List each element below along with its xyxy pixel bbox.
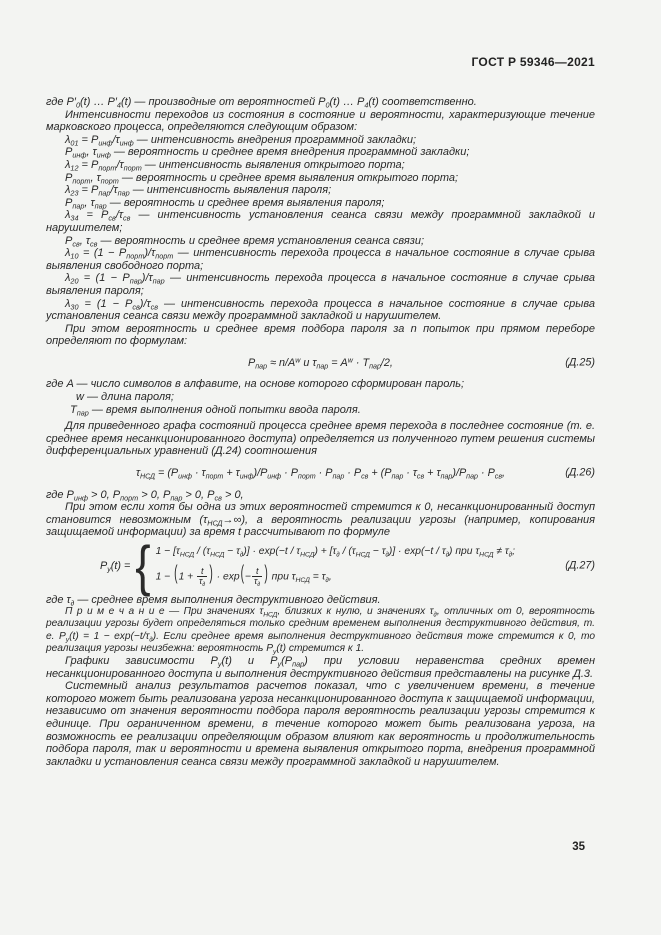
note-paragraph: П р и м е ч а н и е — При значениях $\tau_{НСД}$, близких к нулю, и значениях $\tau_\partial$, отличных от 0, вероятность реализации угрозы будет определяться только средним временем выполнения деструктивного действия, т. е. $P_у(t) = 1 - \exp(-t/\tau_\partial)$. Если среднее время выполнения деструктивного действия тоже стремится к 0, то реализация угрозы неизбежна: вероятность $P_у(t)$ стремится к 1. <box>46 606 595 656</box>
paragraph: где $\tau_\partial$ — среднее время выполнения деструктивного действия. <box>46 593 381 608</box>
formula-label: (Д.25) <box>565 356 595 369</box>
paragraph: $\lambda_{34} = P_{св}/\tau_{св}$ — интенсивность установления сеанса связи между программной закладкой и нарушителем; <box>46 209 595 234</box>
formula-lhs: $P_у(t)$ = <box>100 560 131 574</box>
paragraph: $P_{св}$, $\tau_{св}$ — вероятность и среднее время установления сеанса связи; <box>65 234 425 249</box>
paragraph: $T_{пар}$ — время выполнения одной попытки ввода пароля. <box>70 403 361 418</box>
formula-body: $\tau_{НСД} = (P_{инф} \cdot \tau_{порт} + \tau_{инф})/P_{инф} \cdot P_{порт} \cdot P_{пар} \cdot P_{св} + (P_{пар} \cdot \tau_{св} + \tau_{пар})/P_{пар} \cdot P_{св}$, <box>135 467 506 481</box>
paragraph: $P_{порт}$, $\tau_{порт}$ — вероятность и среднее время выявления открытого порта; <box>65 171 459 186</box>
formula <box>46 357 595 370</box>
formula-body: $P_у(t)$ = { $1 - [\tau_{НСД} / (\tau_{НСД} - \tau_\partial)] \cdot \exp(-t / \tau_{НСД}) + [\tau_\partial / (\tau_{НСД} - \tau_\partial)] \cdot \exp(-t / \tau_\partial)$ при $\tau_{НСД} \ne \tau_\partial$; 1 − (1 + $\frac{t}{\tau_\partial}$ ) · exp(− $\frac{t}{\tau_\partial}$ ) при $\tau_{НСД} = \tau_\partial$, <box>100 535 515 598</box>
piecewise-row: $1 - [\tau_{НСД} / (\tau_{НСД} - \tau_\partial)] \cdot \exp(-t / \tau_{НСД}) + [\tau_\partial / (\tau_{НСД} - \tau_\partial)] \cdot \exp(-t / \tau_\partial)$ при $\tau_{НСД} \ne \tau_\partial$; <box>155 546 515 559</box>
paragraph: Системный анализ результатов расчетов показал, что с увеличением времени, в течение которого может быть реализована угроза несанкционированного доступа к защищаемой информации, независимо от значения вероятности подбора пароля вероятность реализации угрозы стремится к единице. При ограниченном времени, в течение которого может быть реализована угроза, на возможность ее реализации определяющим образом влияют как вероятность и продолжительность подбора пароля, так и вероятности и времена выявления открытого порта, внедрения программной закладки и установления сеанса связи между программной закладкой и нарушителем. <box>46 680 595 768</box>
document-body <box>46 96 595 768</box>
paragraph: $P_{инф}$, $\tau_{инф}$ — вероятность и среднее время внедрения программной закладки; <box>65 146 470 160</box>
fraction: $\frac{t}{\tau_\partial}$ <box>254 565 261 589</box>
paragraph: $\lambda_{23} = P_{пар}/\tau_{пар}$ — интенсивность выявления пароля; <box>65 184 332 198</box>
paragraph: $\lambda_{20} = (1 - P_{пар})/\tau_{пар}$ — интенсивность перехода процесса в начальное состояние в случае срыва выявления пароля; <box>46 272 595 297</box>
paragraph: $\lambda_{01} = P_{инф}/\tau_{инф}$ — интенсивность внедрения программной закладки; <box>65 133 417 148</box>
paragraph: w — длина пароля; <box>76 391 174 404</box>
paragraph: Интенсивности переходов из состояния в состояние и вероятности, характеризующие течение марковского процесса, определяются следующим образом: <box>46 108 595 134</box>
formula-label: (Д.27) <box>565 560 595 573</box>
paragraph: Графики зависимости $P_у(t)$ и $P_у(P_{пар})$ при условии неравенства средних времен несанкционированного доступа и выполнения деструктивного действия представлены на рисунке Д.3. <box>46 655 596 680</box>
formula-label: (Д.26) <box>565 467 595 480</box>
paragraph: где A — число символов в алфавите, на основе которого сформирован пароль; <box>46 378 465 391</box>
paragraph: $P_{пар}$, $\tau_{пар}$ — вероятность и среднее время выявления пароля; <box>65 196 385 211</box>
paragraph: При этом если хотя бы одна из этих вероятностей стремится к 0, несанкционированный доступ становится невозможным $(\tau_{НСД}\to\infty)$, а вероятность реализации угрозы (например, копирования защищаемой информации) за время t рассчитывают по формуле <box>46 501 595 539</box>
formula-piecewise <box>46 535 595 598</box>
paragraph: Для приведенного графа состояний процесса среднее время перехода в последнее состояние (т. е. среднее время несанкционированного доступа) определяется из полученного путем решения системы дифференциальных уравнений (Д.24) соотношения <box>46 420 595 458</box>
fraction: $\frac{t}{\tau_\partial}$ <box>199 565 206 589</box>
page-number: 35 <box>572 841 585 853</box>
paragraph: где $P'_0(t)$ … $P'_4(t)$ — производные от вероятностей $P_0(t)$ … $P_4(t)$ соответственно. <box>46 96 477 110</box>
paragraph: где $P_{инф} > 0$, $P_{порт} > 0$, $P_{пар} > 0$, $P_{св} > 0$, <box>46 488 244 503</box>
paragraph: $\lambda_{30} = (1 - P_{св})/\tau_{св}$ — интенсивность перехода процесса в начальное состояние в случае срыва установления сеанса связи между программной закладкой и нарушителем. <box>46 297 595 323</box>
formula <box>46 467 595 480</box>
paragraph: $\lambda_{12} = P_{порт}/\tau_{порт}$ — интенсивность выявления открытого порта; <box>65 158 405 173</box>
paragraph: При этом вероятность и среднее время подбора пароля за n попыток при прямом переборе определяют по формулам: <box>46 322 595 348</box>
piecewise-row: 1 − (1 + $\frac{t}{\tau_\partial}$ ) · exp(− $\frac{t}{\tau_\partial}$ ) при $\tau_{НСД} = \tau_\partial$, <box>155 564 332 589</box>
gost-standard-number: ГОСТ Р 59346—2021 <box>471 55 595 69</box>
formula-body: $P_{пар} \approx n/A^w$ и $\tau_{пар} = A^w \cdot T_{пар}/2$, <box>248 356 393 371</box>
paragraph: $\lambda_{10} = (1 - P_{порт})/\tau_{порт}$ — интенсивность перехода процесса в начальное состояние в случае срыва выявления свободного порта; <box>46 247 595 272</box>
